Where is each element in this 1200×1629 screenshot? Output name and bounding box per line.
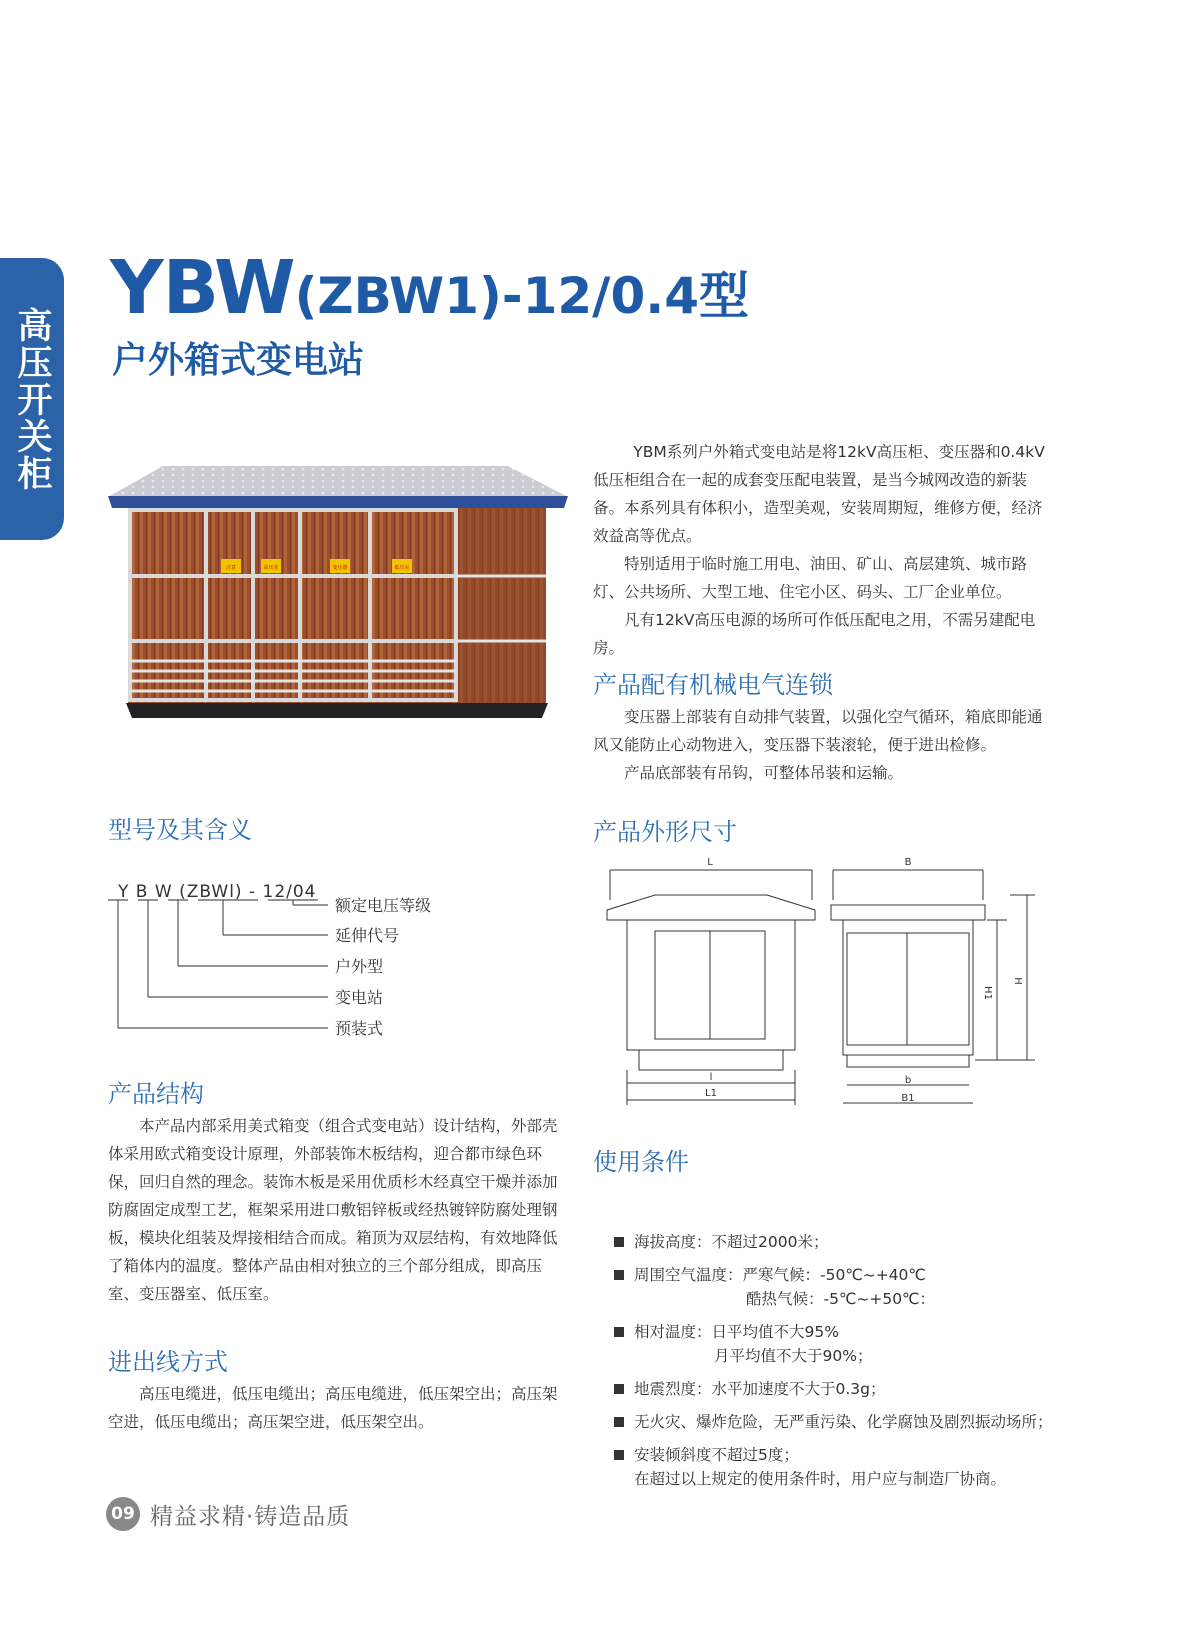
intro-para: YBM系列户外箱式变电站是将12kV高压柜、变压器和0.4kV低压柜组合在一起的成套变压配电装置，是当今城网改造的新装备。本系列具有体积小，造型美观，安装周期短，维修方便，经济效益高等优点。 (593, 443, 1045, 545)
model-heading: 型号及其含义 (108, 816, 252, 844)
model-item: 额定电压等级 (335, 896, 432, 915)
condition-main: 地震烈度：水平加速度不大于0.3g； (634, 1380, 886, 1398)
condition-main: 无火灾、爆炸危险，无严重污染、化学腐蚀及剧烈振动场所； (634, 1413, 1053, 1431)
intro-text (593, 438, 1053, 662)
dim-label-h: H (1012, 977, 1023, 985)
condition-sub: 月平均值不大于90%； (714, 1347, 873, 1365)
condition-main: 海拔高度：不超过2000米； (634, 1233, 829, 1251)
interlock-text (593, 703, 1053, 787)
conditions-heading: 使用条件 (593, 1148, 689, 1176)
condition-main: 安装倾斜度不超过5度； (634, 1446, 799, 1464)
interlock-para: 产品底部装有吊钩，可整体吊装和运输。 (624, 764, 904, 782)
sign-label-notice: 注意 (225, 565, 237, 571)
conditions-list (614, 1230, 1053, 1500)
product-photo (108, 466, 568, 746)
intro-para: 特别适用于临时施工用电、油田、矿山、高层建筑、城市路灯、公共场所、大型工地、住宅小区、码头、工厂企业单位。 (593, 555, 1028, 601)
condition-item (614, 1443, 1053, 1491)
dim-label-b-upper: B (904, 857, 912, 868)
condition-item (614, 1410, 1053, 1434)
dim-label-l: l (709, 1072, 713, 1083)
model-item: 延伸代号 (335, 926, 400, 945)
sign-label-high-voltage: 高压室 (263, 565, 279, 571)
model-item: 预装式 (335, 1019, 384, 1038)
bullet-square-icon (614, 1327, 624, 1337)
page-footer (106, 1497, 350, 1531)
bullet-square-icon (614, 1237, 624, 1247)
wiring-heading: 进出线方式 (108, 1348, 228, 1376)
condition-item (614, 1320, 1053, 1368)
sign-label-transformer: 变压器 (332, 565, 348, 571)
side-category-tab (0, 258, 64, 540)
sign-label-low-voltage: 低压室 (394, 565, 410, 571)
dim-label-l-upper: L (707, 857, 713, 868)
condition-main: 相对温度：日平均值不大95% (634, 1323, 839, 1341)
interlock-para: 变压器上部装有自动排气装置，以强化空气循环，箱底即能通风又能防止心动物进入，变压器下装滚轮，便于进出检修。 (593, 708, 1043, 754)
dim-label-h1: H1 (982, 986, 993, 1000)
side-tab-label: 高压开关柜 (12, 306, 52, 492)
page-number: 09 (106, 1497, 140, 1531)
bullet-square-icon (614, 1417, 624, 1427)
model-item: 变电站 (335, 988, 384, 1007)
structure-text (108, 1112, 566, 1308)
dim-label-b: b (904, 1075, 912, 1086)
condition-item (614, 1263, 1053, 1311)
bullet-square-icon (614, 1270, 624, 1280)
structure-para: 本产品内部采用美式箱变（组合式变电站）设计结构，外部壳体采用欧式箱变设计原理，外部装饰木板结构，迎合都市绿色环保，回归自然的理念。装饰木板是采用优质杉木经真空干燥并添加防腐固定成型工艺，框架采用进口敷铝锌板或经热镀锌防腐处理钢板，模块化组装及焊接相结合而成。箱顶为双层结构，有效地降低了箱体内的温度。整体产品由相对独立的三个部分组成，即高压室、变压器室、低压室。 (108, 1117, 558, 1303)
footer-slogan: 精益求精·铸造品质 (150, 1503, 351, 1530)
dim-label-l1: L1 (705, 1088, 717, 1099)
dimensions-heading: 产品外形尺寸 (593, 818, 737, 846)
wiring-para: 高压电缆进，低压电缆出；高压电缆进，低压架空出；高压架空进，低压电缆出；高压架空进，低压架空出。 (108, 1385, 558, 1431)
dimension-drawing (615, 857, 1075, 1145)
condition-sub: 酷热气候：-5℃~+50℃： (746, 1290, 935, 1308)
dim-label-b1: B1 (901, 1093, 915, 1104)
model-code-diagram (108, 896, 448, 1070)
bullet-square-icon (614, 1384, 624, 1394)
page-subtitle: 户外箱式变电站 (112, 340, 365, 381)
condition-main: 周围空气温度：严寒气候：-50℃~+40℃ (634, 1266, 926, 1284)
title-model: YBW (110, 245, 295, 331)
condition-sub: 在超过以上规定的使用条件时，用户应与制造厂协商。 (634, 1470, 1007, 1488)
model-item: 户外型 (335, 957, 384, 976)
structure-heading: 产品结构 (108, 1080, 204, 1108)
condition-item (614, 1377, 1053, 1401)
title-model-suffix: (ZBW1)-12/0.4型 (294, 267, 750, 325)
condition-item (614, 1230, 1053, 1254)
interlock-heading: 产品配有机械电气连锁 (593, 671, 833, 699)
wiring-text (108, 1380, 566, 1436)
page-title (110, 245, 749, 331)
intro-para: 凡有12kV高压电源的场所可作低压配电之用，不需另建配电房。 (593, 611, 1036, 657)
bullet-square-icon (614, 1450, 624, 1460)
model-code: Y B W (ZBWl) - 12/04 (118, 882, 317, 902)
